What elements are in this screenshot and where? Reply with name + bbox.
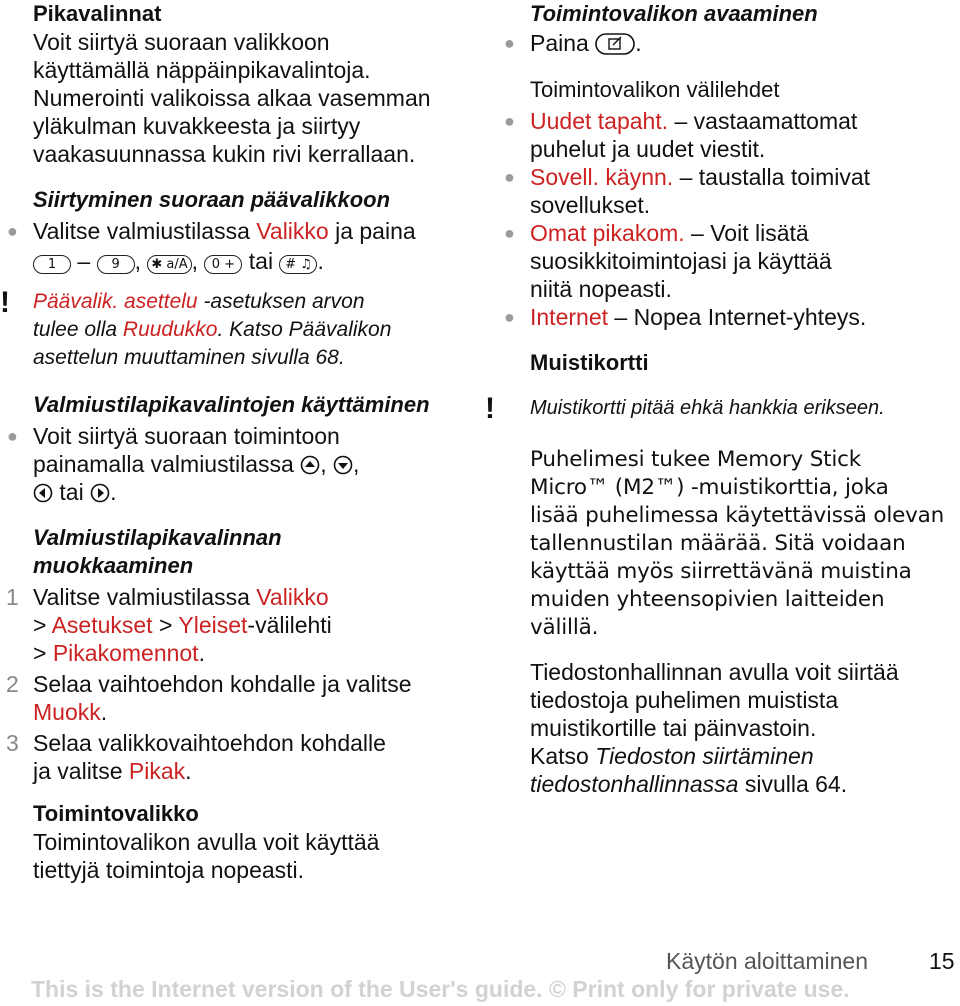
body-line: [530, 742, 955, 770]
bullet-text: Paina: [530, 30, 589, 56]
section-heading: Toimintovalikon avaaminen: [530, 1, 818, 26]
bullet-dot-icon: ●: [504, 223, 515, 243]
tab-text: – Nopea Internet-yhteys.: [608, 304, 867, 330]
key-star-icon: ✱ a/A: [147, 255, 191, 274]
tab-item: [504, 303, 955, 331]
nav-down-icon: [333, 455, 353, 475]
body-line: Micro™ (M2™) -muistikorttia, joka: [530, 475, 889, 500]
body-line: Toimintovalikon avulla voit käyttää: [33, 829, 380, 855]
section-muistikortti: [485, 349, 955, 798]
watermark: This is the Internet version of the User's guide. © Print only for private use.: [31, 976, 850, 1002]
setting-link: Päävalik. asettelu: [33, 290, 198, 313]
body-line: käyttämällä näppäinpikavalintoja.: [33, 57, 371, 83]
menu-link-valikko: Valikko: [256, 584, 329, 610]
bullet-dot-icon: ●: [504, 307, 515, 327]
section-heading: muokkaaminen: [33, 553, 194, 578]
tab-line: [530, 163, 955, 191]
body-line: [530, 770, 955, 798]
ref-title: Tiedoston siirtäminen: [595, 743, 814, 769]
body-line: Puhelimesi tukee Memory Stick: [530, 447, 862, 472]
comma: ,: [320, 451, 327, 477]
tab-text: puhelut ja uudet viestit.: [530, 136, 766, 162]
bullet-dot-icon: ●: [504, 167, 515, 187]
paragraph: [530, 658, 955, 798]
body-line: käyttää myös siirrettävänä muistina: [530, 559, 912, 584]
body-line: tiettyjä toimintoja nopeasti.: [33, 857, 305, 883]
exclamation-icon: !: [485, 392, 495, 425]
body-line: lisää puhelimessa käytettävissä olevan: [530, 503, 945, 528]
section-avaaminen: [504, 0, 955, 57]
note-text: . Katso Päävalikon: [217, 318, 392, 341]
menu-link-muokk: Muokk: [33, 699, 101, 725]
key-0-icon: 0 +: [204, 255, 242, 274]
bullet-text: Voit siirtyä suoraan toimintoon: [33, 423, 340, 449]
bullet-text-line: [33, 478, 473, 506]
step-text: Selaa vaihtoehdon kohdalle ja valitse: [33, 671, 412, 697]
section-valmius: [7, 391, 473, 506]
note-text: -asetuksen arvon: [197, 290, 365, 313]
tab-link-uudet-tapaht: Uudet tapaht.: [530, 108, 669, 134]
ref-text: sivulla 64.: [738, 771, 848, 797]
footer-section-title: Käytön aloittaminen: [666, 948, 869, 974]
bullet-text: Valitse valmiustilassa: [33, 218, 257, 244]
numbered-step: [6, 583, 473, 667]
menu-link-yleiset: Yleiset: [178, 612, 248, 638]
key-9-icon: 9: [97, 255, 135, 274]
nav-left-icon: [33, 483, 53, 503]
numbered-step: [6, 729, 473, 785]
step-line: [33, 583, 473, 611]
bullet-text-line: [33, 450, 473, 478]
tab-text: suosikkitoimintojasi ja käyttää: [530, 248, 832, 274]
tab-item: [504, 219, 955, 303]
step-line: [33, 611, 473, 639]
step-number: 2: [6, 671, 19, 697]
section-heading: Muistikortti: [530, 350, 649, 375]
section-heading: Pikavalinnat: [33, 1, 162, 26]
gt: >: [33, 612, 47, 638]
body-line: muiden yhteensopivien laitteiden välillä.: [530, 587, 885, 640]
comma: ,: [352, 451, 360, 477]
body-line: Tiedostonhallinnan avulla voit siirtää: [530, 659, 899, 685]
dash: –: [77, 248, 91, 274]
body-line: Voit siirtyä suoraan valikkoon: [33, 29, 330, 55]
bullet-dot-icon: ●: [504, 33, 515, 53]
section-heading: Toimintovalikon välilehdet: [530, 77, 780, 102]
ref-title: tiedostonhallinnassa: [530, 771, 739, 797]
menu-link-asetukset: Asetukset: [51, 612, 153, 638]
body-line: tiedostoja puhelimen muistista: [530, 687, 839, 713]
menu-link-pikakomennot: Pikakomennot: [52, 640, 199, 666]
option-menu-key-icon: [595, 33, 635, 55]
period: .: [185, 758, 192, 784]
step-number: 1: [6, 584, 19, 610]
step-text: Valitse valmiustilassa: [33, 584, 257, 610]
period: .: [110, 479, 117, 505]
note-block: [485, 392, 955, 425]
bullet-item: [7, 217, 473, 245]
tab-line: [530, 219, 955, 247]
menu-link-pikak: Pikak: [128, 758, 186, 784]
comma: ,: [191, 248, 199, 274]
tab-link-sovell-kaynn: Sovell. käynn.: [530, 164, 674, 190]
tab-text: niitä nopeasti.: [530, 276, 672, 302]
note-text: tulee olla: [33, 318, 123, 341]
setting-link: Ruudukko: [122, 318, 218, 341]
bullet-item: [7, 422, 473, 506]
step-line: [33, 698, 473, 726]
nav-up-icon: [300, 455, 320, 475]
nav-right-icon: [90, 483, 110, 503]
tab-text: – Voit lisätä: [684, 220, 809, 246]
key-hash-icon: # ♫: [279, 255, 317, 274]
tab-line: [530, 107, 955, 135]
section-heading: Valmiustilapikavalintojen käyttäminen: [33, 392, 430, 417]
section-valilehdet: [504, 76, 955, 331]
section-paavalikko: [0, 186, 473, 372]
tab-text: – vastaamattomat: [668, 108, 858, 134]
body-line: tallennustilan määrää. Sitä voidaan: [530, 531, 906, 556]
section-heading: Siirtyminen suoraan päävalikkoon: [33, 187, 391, 212]
period: .: [635, 30, 642, 56]
key-1-icon: 1: [33, 255, 71, 274]
tab-text: sovellukset.: [530, 192, 651, 218]
section-pikavalinnat: [33, 0, 463, 168]
tab-item: [504, 163, 955, 219]
tab-link-internet: Internet: [530, 304, 608, 330]
period: .: [100, 699, 108, 725]
tai-text: tai: [59, 479, 84, 505]
tab-item: [504, 107, 955, 163]
bullet-item: [504, 29, 955, 57]
period: .: [198, 640, 205, 666]
note-line: [33, 316, 473, 344]
note-line: Muistikortti pitää ehkä hankkia erikseen.: [530, 397, 885, 419]
step-number: 3: [6, 730, 19, 756]
tab-link-omat-pikakom: Omat pikakom.: [530, 220, 685, 246]
exclamation-icon: !: [0, 286, 10, 319]
page-number: 15: [929, 948, 955, 974]
gt: >: [33, 640, 47, 666]
bullet-dot-icon: ●: [7, 426, 18, 446]
ref-text: Katso: [530, 743, 596, 769]
section-toimintovalikko: [33, 800, 473, 884]
bullet-text: painamalla valmiustilassa: [33, 451, 294, 477]
paragraph: [530, 446, 955, 642]
body-line: Numerointi valikoissa alkaa vasemman: [33, 85, 431, 111]
note-line: [33, 288, 473, 316]
menu-link-valikko: Valikko: [256, 218, 329, 244]
note-line: asettelun muuttaminen sivulla 68.: [33, 346, 345, 369]
numbered-step: [6, 670, 473, 726]
bullet-dot-icon: ●: [504, 111, 515, 131]
gt: >: [158, 612, 173, 638]
body-line: vaakasuunnassa kukin rivi kerrallaan.: [33, 141, 416, 167]
bullet-text: ja paina: [328, 218, 416, 244]
tab-line: [530, 303, 955, 331]
key-sequence: [33, 247, 473, 275]
section-heading: Toimintovalikko: [33, 801, 199, 826]
body-line: yläkulman kuvakkeesta ja siirtyy: [33, 113, 361, 139]
section-heading: Valmiustilapikavalinnan: [33, 525, 282, 550]
step-text: -välilehti: [247, 612, 332, 638]
period: .: [317, 248, 324, 274]
section-muokkaus: [6, 524, 473, 785]
tai-text: tai: [248, 248, 274, 274]
body-line: muistikortille tai päinvastoin.: [530, 715, 817, 741]
step-text: Selaa valikkovaihtoehdon kohdalle: [33, 730, 386, 756]
tab-text: – taustalla toimivat: [673, 164, 871, 190]
bullet-dot-icon: ●: [7, 221, 18, 241]
comma: ,: [134, 248, 141, 274]
step-line: [33, 757, 473, 785]
step-text: ja valitse: [33, 758, 129, 784]
step-line: [33, 639, 473, 667]
note-block: [0, 286, 473, 372]
